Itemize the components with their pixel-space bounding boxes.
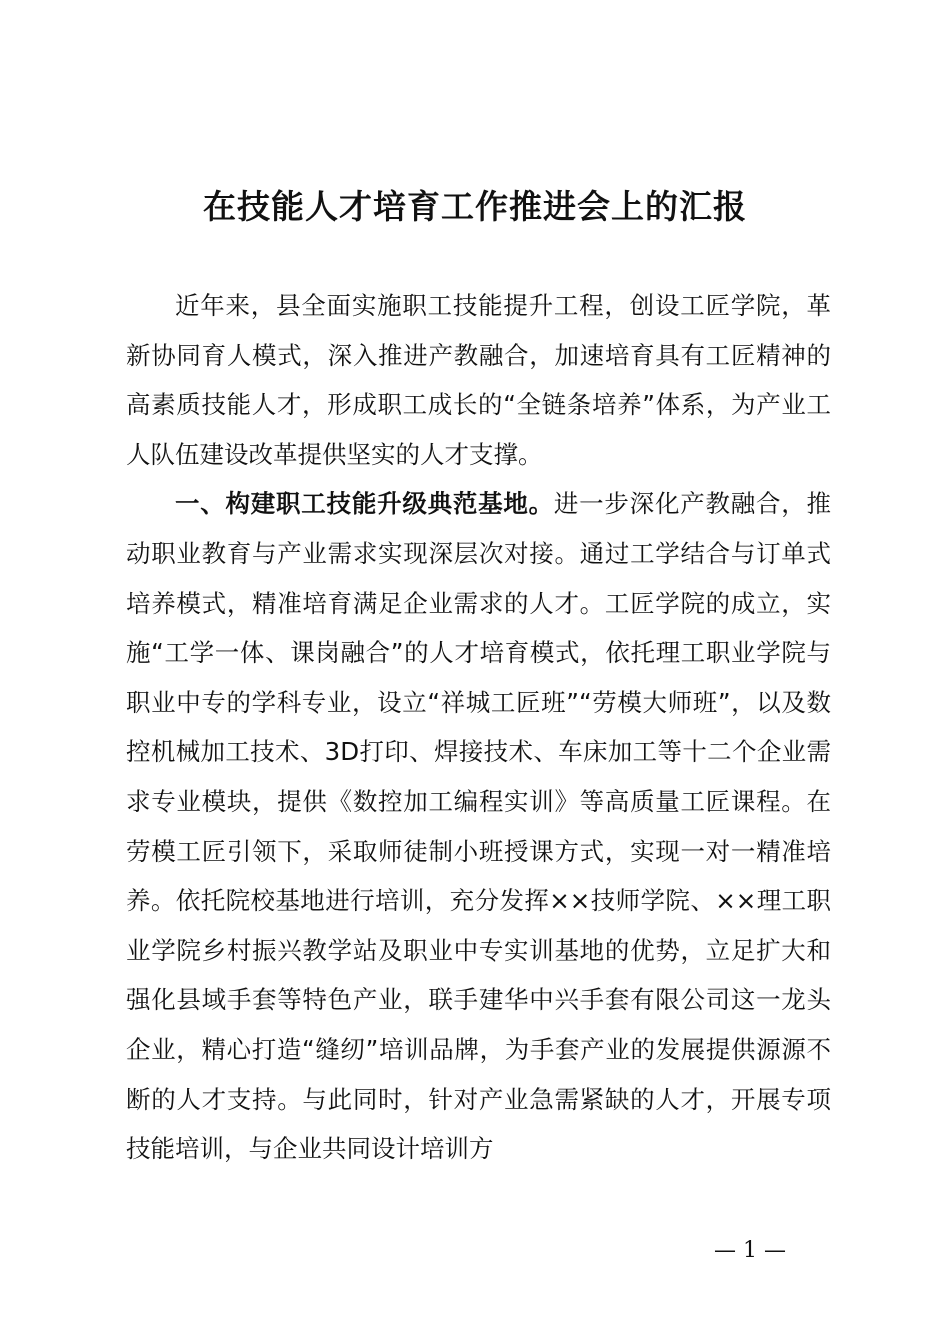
paragraph-text: 近年来，县全面实施职工技能提升工程，创设工匠学院，革新协同育人模式，深入推进产教融合，加速培育具有工匠精神的高素质技能人才，形成职工成长的“全链条培养”体系，为产业工人队伍建设改革提供坚实的人才支撑。 bbox=[126, 291, 831, 469]
section-heading: 一、构建职工技能升级典范基地。 bbox=[175, 489, 554, 519]
paragraph-section-1 bbox=[126, 479, 831, 1173]
paragraph-text: 进一步深化产教融合，推动职业教育与产业需求实现深层次对接。通过工学结合与订单式培养模式，精准培育满足企业需求的人才。工匠学院的成立，实施“工学一体、课岗融合”的人才培育模式，依托理工职业学院与职业中专的学科专业，设立“祥城工匠班”“劳模大师班”，以及数控机械加工技术、3D打印、焊接技术、车床加工等十二个企业需求专业模块，提供《数控加工编程实训》等高质量工匠课程。在劳模工匠引领下，采取师徒制小班授课方式，实现一对一精准培养。依托院校基地进行培训，充分发挥××技师学院、××理工职业学院乡村振兴教学站及职业中专实训基地的优势，立足扩大和强化县域手套等特色产业，联手建华中兴手套有限公司这一龙头企业，精心打造“缝纫”培训品牌，为手套产业的发展提供源源不断的人才支持。与此同时，针对产业急需紧缺的人才，开展专项技能培训，与企业共同设计培训方 bbox=[126, 489, 832, 1164]
page-number: — 1 — bbox=[714, 1238, 786, 1263]
paragraph-intro bbox=[126, 281, 831, 479]
document-title: 在技能人才培育工作推进会上的汇报 bbox=[203, 187, 747, 226]
document-body bbox=[126, 281, 831, 1174]
